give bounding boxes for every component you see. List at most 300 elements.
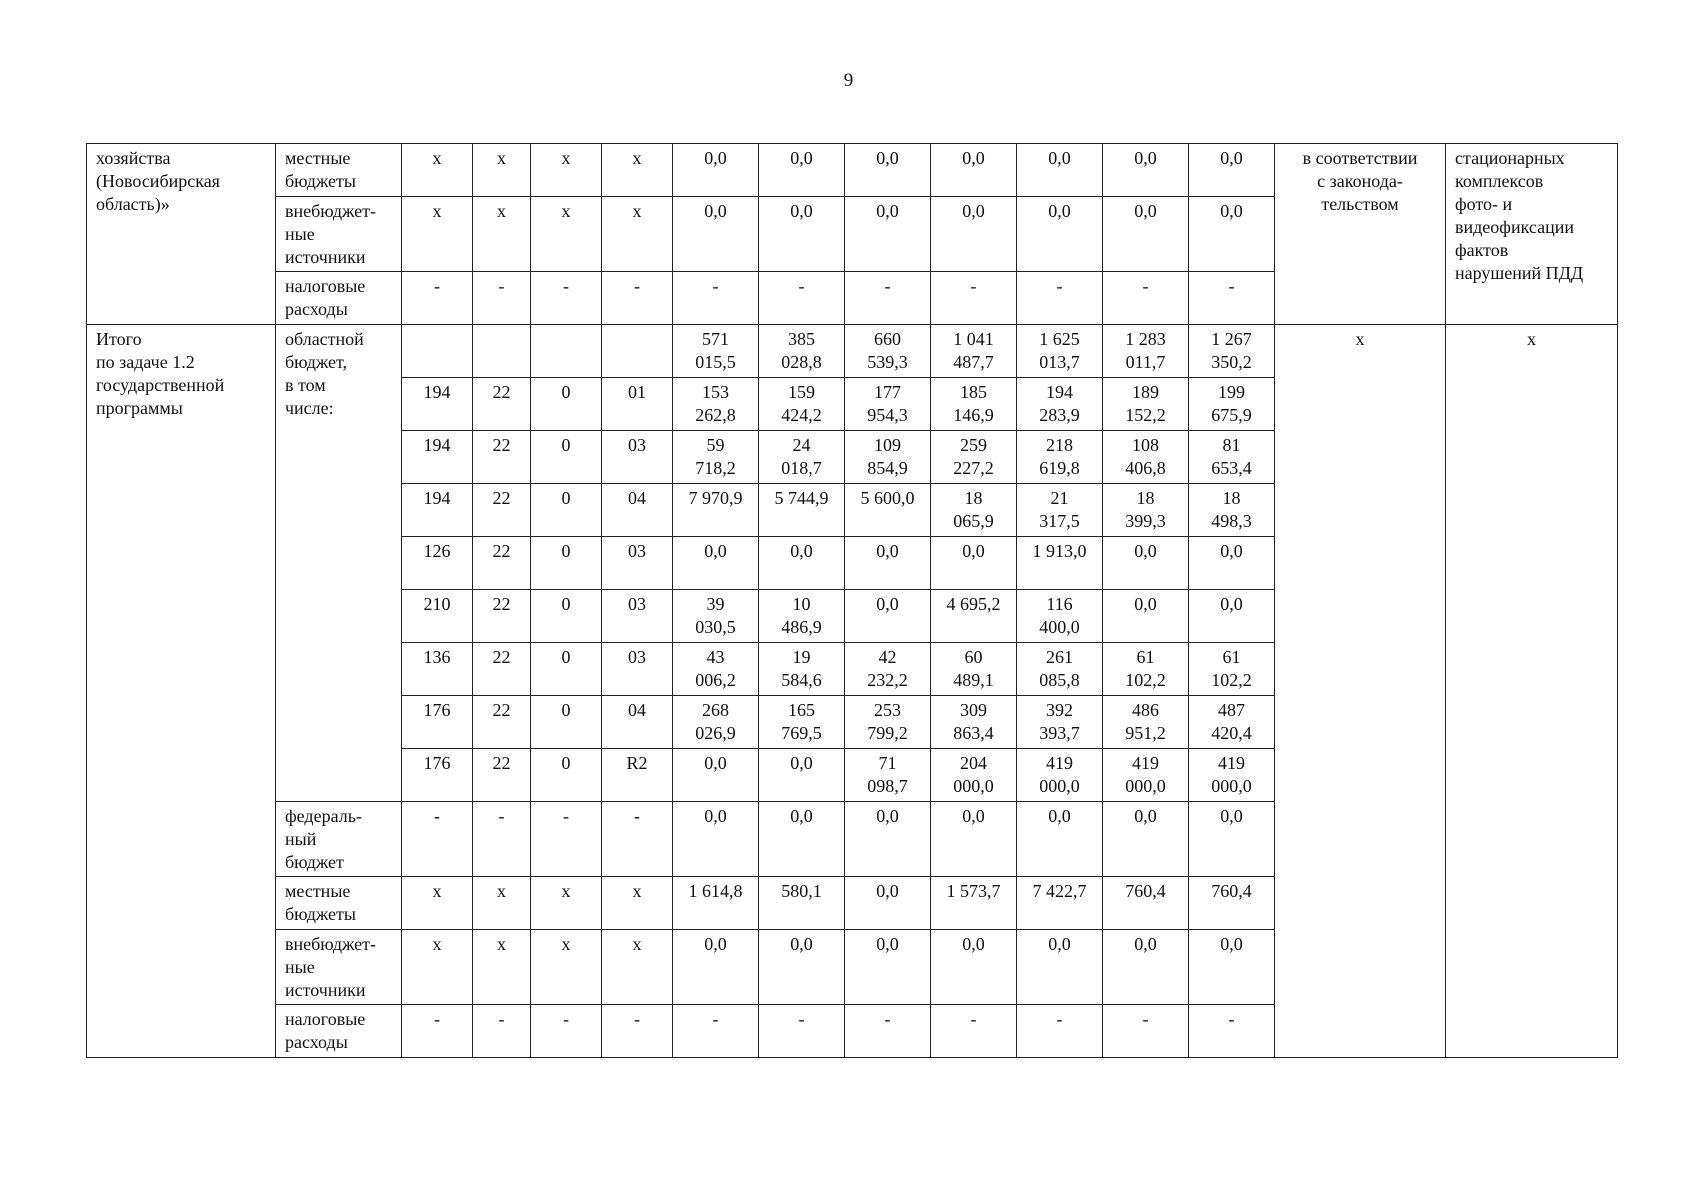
amount-part: 1 041 (953, 329, 994, 349)
amount-part: 420,4 (1211, 723, 1252, 743)
amount-part: 43 (706, 647, 725, 667)
amount-cell: - (673, 272, 759, 325)
amount-cell: 1 614,8 (673, 877, 759, 930)
funding-source-line: бюджеты (285, 171, 356, 191)
amount-cell: - (673, 1005, 759, 1058)
amount-part: 5 600,0 (860, 488, 915, 508)
amount-cell (759, 643, 845, 696)
budget-code-cell: 0 (531, 590, 602, 643)
budget-code-cell: 22 (473, 378, 531, 431)
amount-part: 350,2 (1211, 352, 1252, 372)
amount-part: 006,2 (695, 670, 736, 690)
result-line: видеофиксации (1455, 217, 1574, 237)
funding-source-cell (276, 272, 402, 325)
budget-code-cell: - (531, 1005, 602, 1058)
amount-part: 392 (1046, 700, 1073, 720)
budget-code-cell: 194 (402, 378, 473, 431)
amount-cell: - (1103, 1005, 1189, 1058)
amount-part: 218 (1046, 435, 1073, 455)
amount-part: 675,9 (1211, 405, 1252, 425)
amount-cell (673, 643, 759, 696)
amount-part: 261 (1046, 647, 1073, 667)
amount-part: 030,5 (695, 617, 736, 637)
amount-cell: 0,0 (673, 144, 759, 197)
amount-part: 0,0 (1134, 541, 1157, 561)
amount-part: 385 (788, 329, 815, 349)
amount-part: 619,8 (1039, 458, 1080, 478)
amount-cell: - (759, 1005, 845, 1058)
budget-code-cell: 0 (531, 537, 602, 590)
budget-code-cell: - (602, 1005, 673, 1058)
amount-cell (845, 325, 931, 378)
amount-part: 39 (706, 594, 725, 614)
amount-part: 0,0 (1220, 541, 1243, 561)
budget-code-cell: 03 (602, 590, 673, 643)
amount-cell (1017, 537, 1103, 590)
amount-part: 18 (1136, 488, 1155, 508)
funding-source-cell (276, 802, 402, 877)
amount-part: 026,9 (695, 723, 736, 743)
amount-part: 152,2 (1125, 405, 1166, 425)
task-label-line: хозяйства (96, 148, 171, 168)
amount-part: 1 283 (1125, 329, 1166, 349)
funding-source-line: расходы (285, 1032, 348, 1052)
amount-part: 718,2 (695, 458, 736, 478)
responsible-cell (1275, 144, 1446, 325)
amount-cell (931, 484, 1017, 537)
amount-part: 098,7 (867, 776, 908, 796)
amount-cell: 0,0 (931, 197, 1017, 272)
amount-part: 61 (1222, 647, 1241, 667)
funding-source-line: бюджет (285, 852, 344, 872)
budget-code-cell: 01 (602, 378, 673, 431)
funding-source-line: местные (285, 881, 351, 901)
amount-part: 1 913,0 (1032, 541, 1087, 561)
budget-code-cell: - (402, 272, 473, 325)
budget-code-cell: 126 (402, 537, 473, 590)
task-label-line: Итого (96, 329, 142, 349)
amount-part: 393,7 (1039, 723, 1080, 743)
task-label-line: область)» (96, 194, 170, 214)
funding-source-line: расходы (285, 299, 348, 319)
amount-cell (1189, 431, 1275, 484)
amount-part: 18 (1222, 488, 1241, 508)
amount-part: 406,8 (1125, 458, 1166, 478)
budget-code-cell (402, 325, 473, 378)
amount-part: 584,6 (781, 670, 822, 690)
amount-cell (1017, 643, 1103, 696)
budget-code-cell: R2 (602, 749, 673, 802)
amount-cell: 0,0 (1017, 197, 1103, 272)
budget-code-cell: 0 (531, 749, 602, 802)
budget-table (86, 143, 1618, 1058)
amount-cell: 580,1 (759, 877, 845, 930)
budget-code-cell: 22 (473, 431, 531, 484)
amount-part: 769,5 (781, 723, 822, 743)
amount-cell: - (931, 1005, 1017, 1058)
budget-code-cell: 22 (473, 749, 531, 802)
amount-cell: 0,0 (845, 802, 931, 877)
amount-cell (1017, 696, 1103, 749)
amount-cell: 0,0 (1103, 197, 1189, 272)
budget-code-cell: - (473, 1005, 531, 1058)
amount-cell (931, 325, 1017, 378)
amount-part: 065,9 (953, 511, 994, 531)
funding-source-line: ные (285, 957, 315, 977)
amount-cell (1189, 378, 1275, 431)
amount-part: 189 (1132, 382, 1159, 402)
budget-code-cell: - (602, 272, 673, 325)
budget-code-cell: - (473, 802, 531, 877)
amount-part: 268 (702, 700, 729, 720)
budget-code-cell: 194 (402, 484, 473, 537)
budget-code-cell: 03 (602, 643, 673, 696)
amount-part: 102,2 (1125, 670, 1166, 690)
funding-source-line: внебюджет- (285, 201, 377, 221)
amount-part: 1 267 (1211, 329, 1252, 349)
amount-part: 19 (792, 647, 811, 667)
amount-cell: 760,4 (1189, 877, 1275, 930)
budget-code-cell: 0 (531, 484, 602, 537)
amount-part: 165 (788, 700, 815, 720)
amount-cell: 0,0 (673, 930, 759, 1005)
amount-cell (759, 431, 845, 484)
amount-cell (673, 590, 759, 643)
amount-cell: 0,0 (1017, 144, 1103, 197)
budget-code-cell: 176 (402, 696, 473, 749)
amount-part: 571 (702, 329, 729, 349)
amount-cell: - (845, 1005, 931, 1058)
budget-code-cell: х (402, 930, 473, 1005)
amount-part: 486 (1132, 700, 1159, 720)
amount-cell: 0,0 (673, 197, 759, 272)
budget-code-cell: 22 (473, 537, 531, 590)
budget-code-cell: х (531, 197, 602, 272)
amount-part: 863,4 (953, 723, 994, 743)
amount-part: 253 (874, 700, 901, 720)
amount-part: 177 (874, 382, 901, 402)
amount-cell: 0,0 (845, 144, 931, 197)
amount-cell: 0,0 (673, 802, 759, 877)
amount-cell (845, 378, 931, 431)
budget-code-cell: 176 (402, 749, 473, 802)
amount-cell (1103, 590, 1189, 643)
funding-source-cell (276, 325, 402, 802)
budget-code-cell: - (531, 272, 602, 325)
budget-code-cell: 04 (602, 696, 673, 749)
amount-cell (673, 378, 759, 431)
amount-part: 660 (874, 329, 901, 349)
task-label-cell (87, 325, 276, 1058)
amount-part: 18 (964, 488, 983, 508)
task-label-line: программы (96, 398, 183, 418)
amount-cell (759, 378, 845, 431)
amount-cell (1189, 749, 1275, 802)
amount-cell (1017, 431, 1103, 484)
amount-part: 399,3 (1125, 511, 1166, 531)
amount-cell: - (1017, 1005, 1103, 1058)
amount-part: 653,4 (1211, 458, 1252, 478)
task-label-line: государственной (96, 375, 225, 395)
amount-cell (931, 431, 1017, 484)
funding-source-cell (276, 1005, 402, 1058)
budget-code-cell: х (473, 197, 531, 272)
budget-code-cell: - (402, 1005, 473, 1058)
amount-part: 0,0 (704, 753, 727, 773)
amount-cell: 0,0 (1103, 930, 1189, 1005)
amount-cell (759, 537, 845, 590)
amount-cell (759, 484, 845, 537)
amount-cell: 0,0 (759, 144, 845, 197)
amount-part: 10 (792, 594, 811, 614)
amount-cell: 0,0 (759, 802, 845, 877)
amount-cell (759, 696, 845, 749)
budget-code-cell: - (402, 802, 473, 877)
amount-cell (673, 696, 759, 749)
budget-code-cell: х (402, 197, 473, 272)
amount-cell (1103, 484, 1189, 537)
amount-cell (845, 484, 931, 537)
amount-cell (1017, 378, 1103, 431)
funding-source-line: ные (285, 224, 315, 244)
amount-part: 283,9 (1039, 405, 1080, 425)
amount-part: 232,2 (867, 670, 908, 690)
result-line: фактов (1455, 240, 1509, 260)
budget-code-cell: х (531, 144, 602, 197)
amount-cell (845, 643, 931, 696)
amount-part: 71 (878, 753, 897, 773)
amount-part: 61 (1136, 647, 1155, 667)
amount-part: 011,7 (1125, 352, 1166, 372)
budget-code-cell: х (602, 144, 673, 197)
responsible-line: с законода- (1317, 171, 1403, 191)
responsible-cell: х (1275, 325, 1446, 1058)
amount-part: 015,5 (695, 352, 736, 372)
amount-cell: 0,0 (931, 802, 1017, 877)
amount-cell (1189, 643, 1275, 696)
amount-part: 539,3 (867, 352, 908, 372)
amount-cell (1017, 484, 1103, 537)
table-row (87, 144, 1618, 197)
budget-code-cell (473, 325, 531, 378)
amount-part: 854,9 (867, 458, 908, 478)
amount-cell (1189, 484, 1275, 537)
amount-part: 419 (1218, 753, 1245, 773)
amount-part: 194 (1046, 382, 1073, 402)
funding-source-line: бюджеты (285, 904, 356, 924)
amount-cell (1017, 749, 1103, 802)
amount-cell: 0,0 (1189, 930, 1275, 1005)
amount-cell: 0,0 (845, 877, 931, 930)
task-label-cell (87, 144, 276, 325)
amount-part: 199 (1218, 382, 1245, 402)
amount-part: 153 (702, 382, 729, 402)
result-line: нарушений ПДД (1455, 263, 1584, 283)
amount-part: 59 (706, 435, 725, 455)
amount-part: 0,0 (962, 541, 985, 561)
amount-part: 0,0 (876, 541, 899, 561)
amount-part: 486,9 (781, 617, 822, 637)
amount-cell: 0,0 (1189, 197, 1275, 272)
amount-cell: 1 573,7 (931, 877, 1017, 930)
amount-cell (1103, 325, 1189, 378)
amount-cell (845, 696, 931, 749)
amount-part: 227,2 (953, 458, 994, 478)
responsible-line: в соответствии (1302, 148, 1418, 168)
amount-part: 0,0 (704, 541, 727, 561)
amount-part: 204 (960, 753, 987, 773)
amount-cell (845, 537, 931, 590)
amount-part: 487,7 (953, 352, 994, 372)
amount-cell (931, 590, 1017, 643)
amount-cell: - (1189, 272, 1275, 325)
budget-code-cell: х (473, 144, 531, 197)
amount-cell (931, 378, 1017, 431)
amount-part: 7 970,9 (688, 488, 743, 508)
funding-source-line: внебюджет- (285, 934, 377, 954)
amount-part: 799,2 (867, 723, 908, 743)
amount-part: 085,8 (1039, 670, 1080, 690)
amount-cell (931, 537, 1017, 590)
amount-part: 0,0 (1134, 594, 1157, 614)
amount-cell: 0,0 (845, 930, 931, 1005)
budget-code-cell: 0 (531, 696, 602, 749)
amount-cell (845, 749, 931, 802)
amount-cell: - (1189, 1005, 1275, 1058)
responsible-line: тельством (1321, 194, 1399, 214)
amount-cell: 0,0 (1189, 144, 1275, 197)
amount-cell (759, 590, 845, 643)
amount-part: 487 (1218, 700, 1245, 720)
result-line: комплексов (1455, 171, 1544, 191)
budget-code-cell: 136 (402, 643, 473, 696)
amount-part: 108 (1132, 435, 1159, 455)
amount-cell (673, 537, 759, 590)
amount-part: 951,2 (1125, 723, 1166, 743)
amount-cell: - (759, 272, 845, 325)
amount-part: 0,0 (1220, 594, 1243, 614)
amount-part: 0,0 (876, 594, 899, 614)
funding-source-line: числе: (285, 398, 334, 418)
task-label-line: (Новосибирская (96, 171, 220, 191)
budget-code-cell: 0 (531, 378, 602, 431)
budget-code-cell (602, 325, 673, 378)
funding-source-line: налоговые (285, 276, 366, 296)
amount-part: 185 (960, 382, 987, 402)
amount-part: 000,0 (1039, 776, 1080, 796)
budget-code-cell: 194 (402, 431, 473, 484)
budget-code-cell: - (473, 272, 531, 325)
amount-cell (1189, 590, 1275, 643)
amount-part: 419 (1132, 753, 1159, 773)
amount-part: 4 695,2 (946, 594, 1001, 614)
task-label-line: по задаче 1.2 (96, 352, 195, 372)
table-row (87, 325, 1618, 378)
amount-cell: - (931, 272, 1017, 325)
amount-part: 018,7 (781, 458, 822, 478)
funding-source-cell (276, 144, 402, 197)
amount-part: 317,5 (1039, 511, 1080, 531)
budget-code-cell: 03 (602, 537, 673, 590)
amount-cell (1017, 590, 1103, 643)
amount-part: 498,3 (1211, 511, 1252, 531)
amount-part: 419 (1046, 753, 1073, 773)
budget-table-body (87, 144, 1618, 1058)
budget-code-cell: 22 (473, 590, 531, 643)
page-number: 9 (843, 70, 854, 91)
amount-cell: 7 422,7 (1017, 877, 1103, 930)
amount-cell (1189, 696, 1275, 749)
amount-part: 424,2 (781, 405, 822, 425)
amount-part: 262,8 (695, 405, 736, 425)
amount-cell: 0,0 (931, 930, 1017, 1005)
budget-code-cell: 0 (531, 431, 602, 484)
amount-cell: 0,0 (1017, 802, 1103, 877)
amount-cell (1103, 378, 1189, 431)
funding-source-line: ный (285, 829, 317, 849)
amount-part: 013,7 (1039, 352, 1080, 372)
result-line: стационарных (1455, 148, 1565, 168)
budget-code-cell: 22 (473, 484, 531, 537)
budget-code-cell: х (531, 877, 602, 930)
amount-part: 24 (792, 435, 811, 455)
budget-code-cell: 22 (473, 696, 531, 749)
amount-cell (673, 749, 759, 802)
budget-code-cell: х (473, 930, 531, 1005)
amount-cell (1103, 537, 1189, 590)
funding-source-line: источники (285, 980, 366, 1000)
amount-part: 000,0 (1211, 776, 1252, 796)
amount-cell (845, 431, 931, 484)
amount-part: 259 (960, 435, 987, 455)
budget-code-cell: - (531, 802, 602, 877)
funding-source-line: федераль- (285, 806, 362, 826)
result-cell: х (1446, 325, 1618, 1058)
amount-part: 954,3 (867, 405, 908, 425)
budget-code-cell: 22 (473, 643, 531, 696)
amount-cell (1103, 749, 1189, 802)
amount-part: 81 (1222, 435, 1241, 455)
amount-part: 146,9 (953, 405, 994, 425)
funding-source-line: местные (285, 148, 351, 168)
amount-part: 21 (1050, 488, 1069, 508)
amount-part: 000,0 (1125, 776, 1166, 796)
funding-source-line: налоговые (285, 1009, 366, 1029)
result-line: фото- и (1455, 194, 1513, 214)
amount-part: 159 (788, 382, 815, 402)
budget-code-cell: 04 (602, 484, 673, 537)
funding-source-cell (276, 197, 402, 272)
amount-cell (1103, 696, 1189, 749)
amount-cell (1103, 431, 1189, 484)
budget-code-cell: 210 (402, 590, 473, 643)
amount-cell: 0,0 (1103, 802, 1189, 877)
amount-part: 5 744,9 (774, 488, 829, 508)
result-cell (1446, 144, 1618, 325)
amount-part: 102,2 (1211, 670, 1252, 690)
budget-code-cell: х (473, 877, 531, 930)
amount-cell: 0,0 (1017, 930, 1103, 1005)
amount-cell (931, 749, 1017, 802)
amount-part: 109 (874, 435, 901, 455)
amount-cell (1103, 643, 1189, 696)
amount-cell (1189, 537, 1275, 590)
funding-source-line: областной (285, 329, 364, 349)
budget-code-cell: х (602, 877, 673, 930)
amount-part: 0,0 (790, 541, 813, 561)
amount-cell (673, 431, 759, 484)
budget-code-cell: 0 (531, 643, 602, 696)
